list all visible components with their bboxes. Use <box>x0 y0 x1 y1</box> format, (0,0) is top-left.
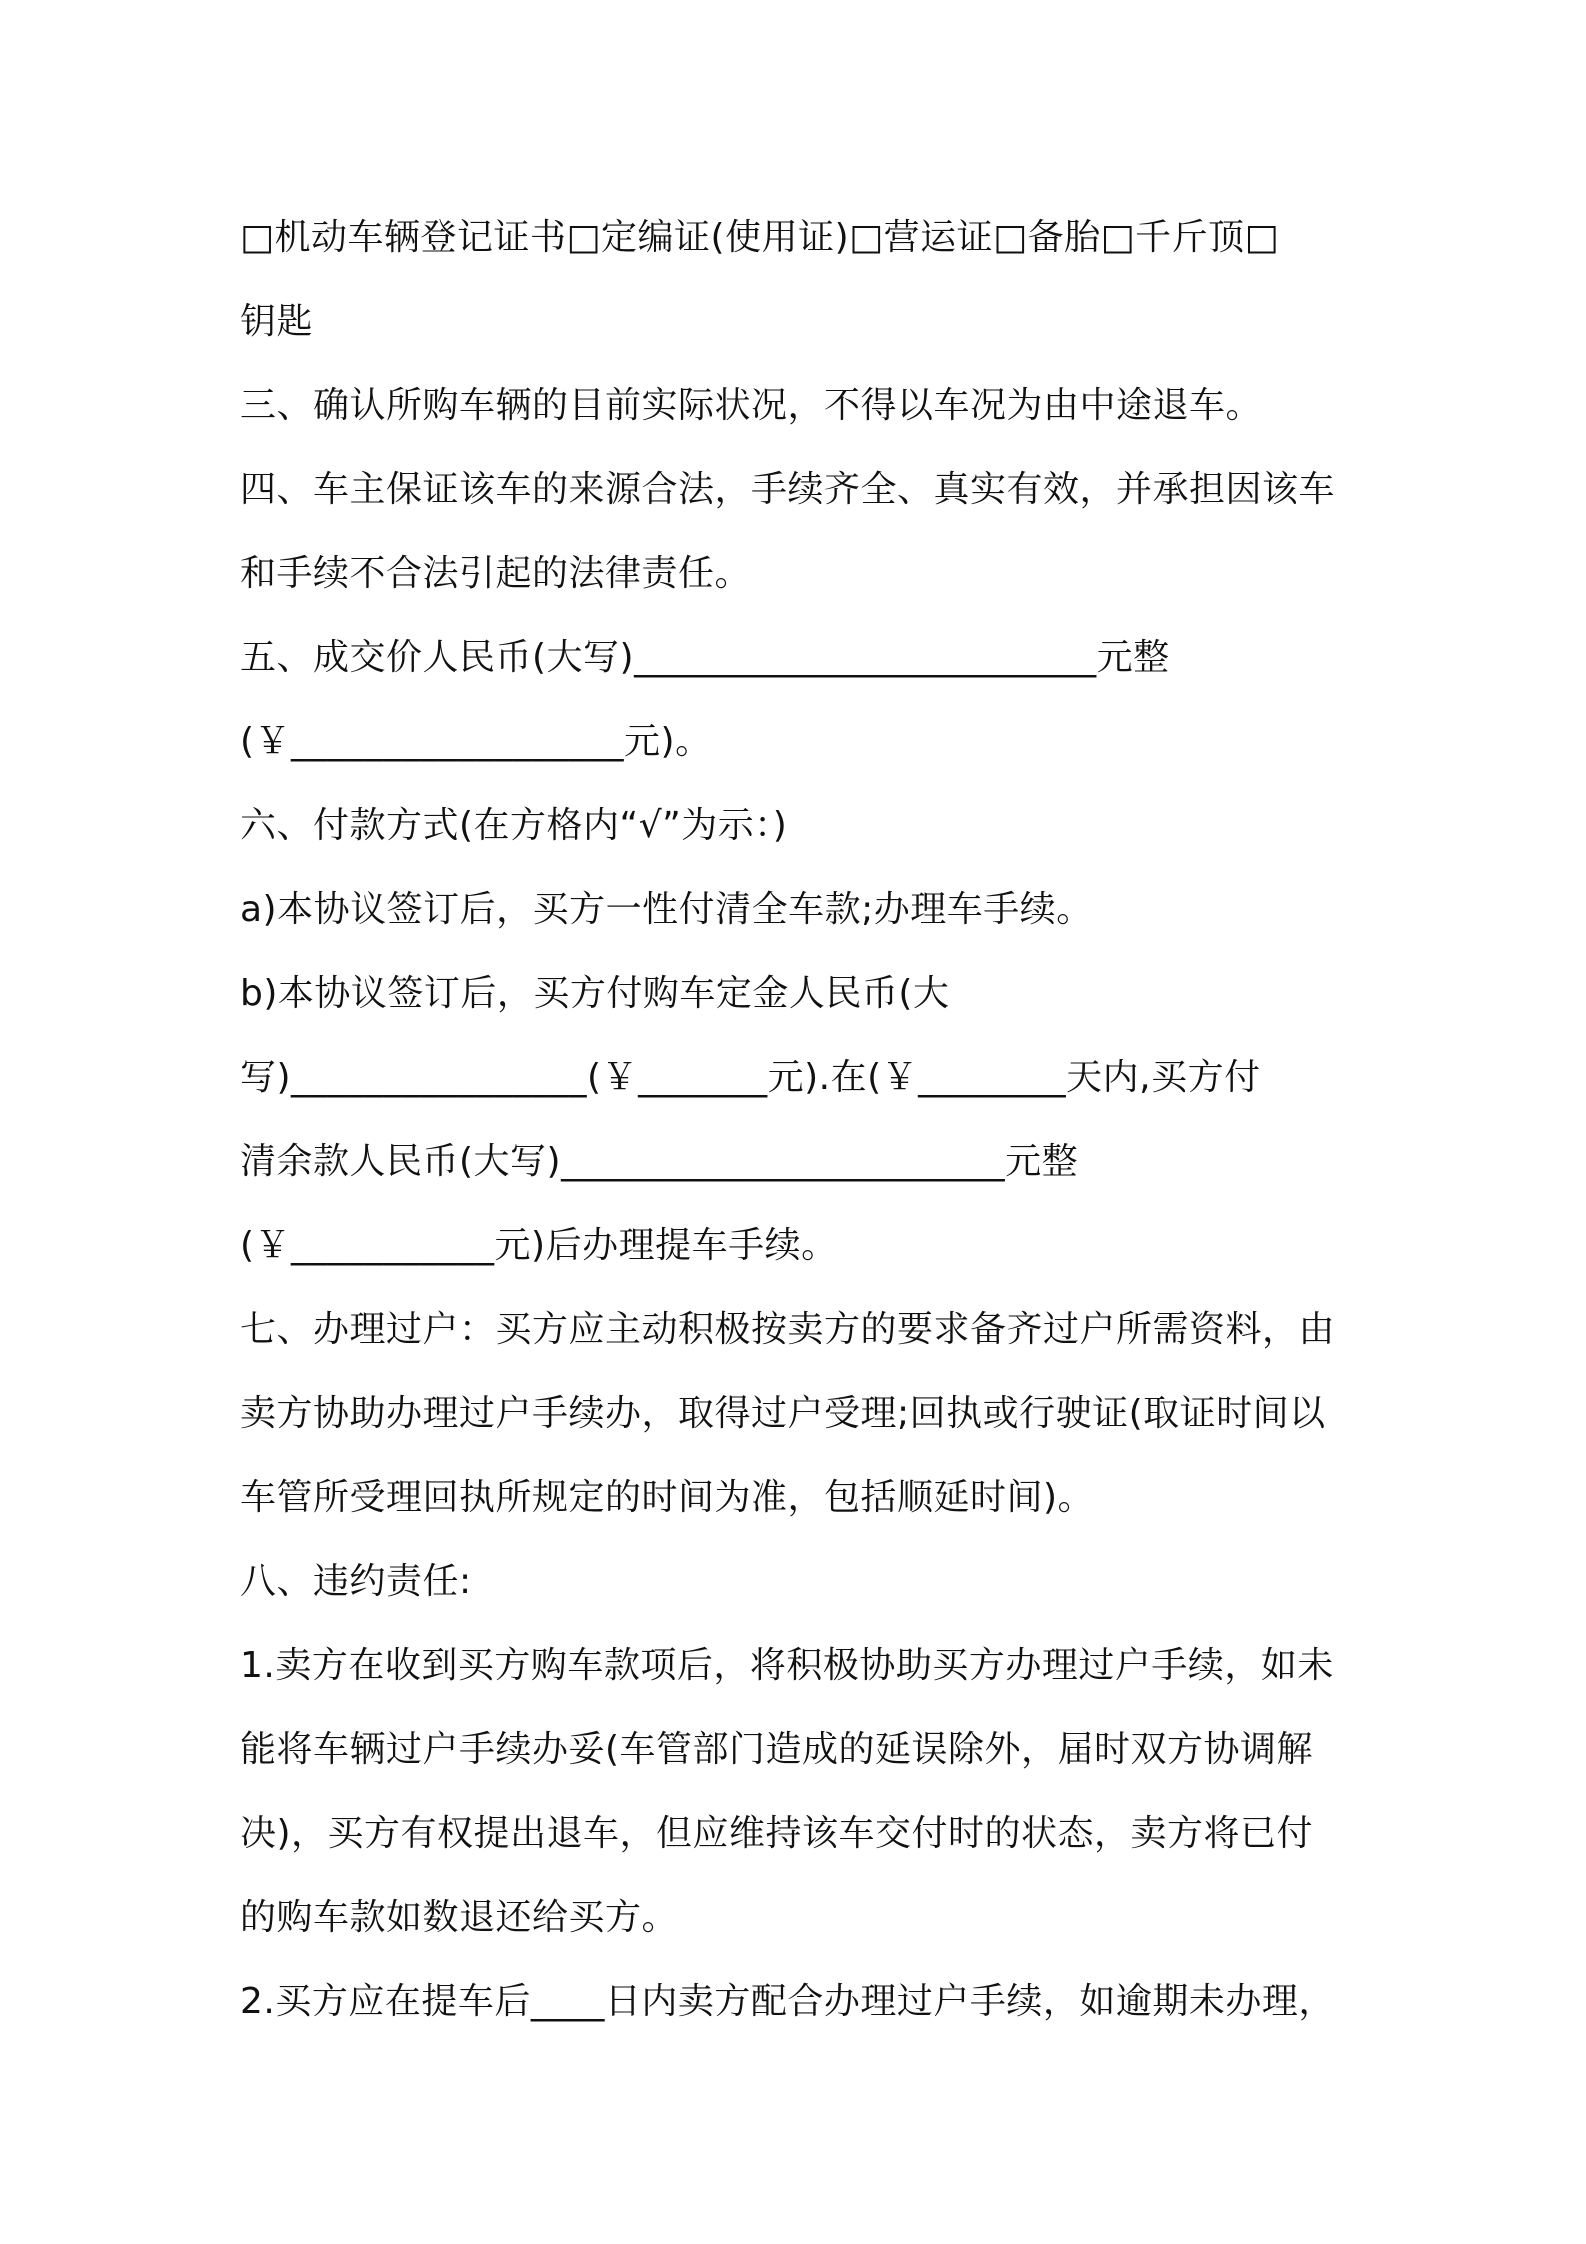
text-line: 能将车辆过户手续办妥(车管部门造成的延误除外，届时双方协调解 <box>240 1729 1314 1770</box>
clause-5: 五、成交价人民币(大写)_________________________元整 <box>240 637 1170 678</box>
contract-text <box>240 196 1355 2044</box>
text-line: (￥___________元)后办理提车手续。 <box>240 1225 838 1266</box>
text-line: (￥__________________元)。 <box>240 721 712 762</box>
clause-6: 六、付款方式(在方格内“√”为示：) <box>240 805 788 846</box>
text-line: 卖方协助办理过户手续办，取得过户受理;回执或行驶证(取证时间以 <box>240 1393 1326 1434</box>
text-line: □机动车辆登记证书□定编证(使用证)□营运证□备胎□千斤顶□ <box>240 217 1280 258</box>
text-line: 清余款人民币(大写)________________________元整 <box>240 1141 1079 1182</box>
clause-3: 三、确认所购车辆的目前实际状况，不得以车况为由中途退车。 <box>240 385 1263 426</box>
clause-4: 四、车主保证该车的来源合法，手续齐全、真实有效，并承担因该车 <box>240 469 1336 510</box>
text-line: 钥匙 <box>240 301 314 342</box>
text-line: 写)________________(￥_______元).在(￥________天内,买方付 <box>240 1057 1261 1098</box>
text-line: 车管所受理回执所规定的时间为准，包括顺延时间)。 <box>240 1477 1095 1518</box>
text-line: 和手续不合法引起的法律责任。 <box>240 553 752 594</box>
text-line: 的购车款如数退还给买方。 <box>240 1897 679 1938</box>
option-b: b)本协议签订后，买方付购车定金人民币(大 <box>240 973 950 1014</box>
clause-8: 八、违约责任: <box>240 1561 472 1602</box>
text-line: 决)，买方有权提出退车，但应维持该车交付时的状态，卖方将已付 <box>240 1813 1314 1854</box>
clause-7: 七、办理过户：买方应主动积极按卖方的要求备齐过户所需资料，由 <box>240 1309 1336 1350</box>
sub-clause-2: 2.买方应在提车后____日内卖方配合办理过户手续，如逾期未办理， <box>240 1981 1335 2022</box>
option-a: a)本协议签订后，买方一性付清全车款;办理车手续。 <box>240 889 1093 930</box>
sub-clause-1: 1.卖方在收到买方购车款项后，将积极协助买方办理过户手续，如未 <box>240 1645 1334 1686</box>
